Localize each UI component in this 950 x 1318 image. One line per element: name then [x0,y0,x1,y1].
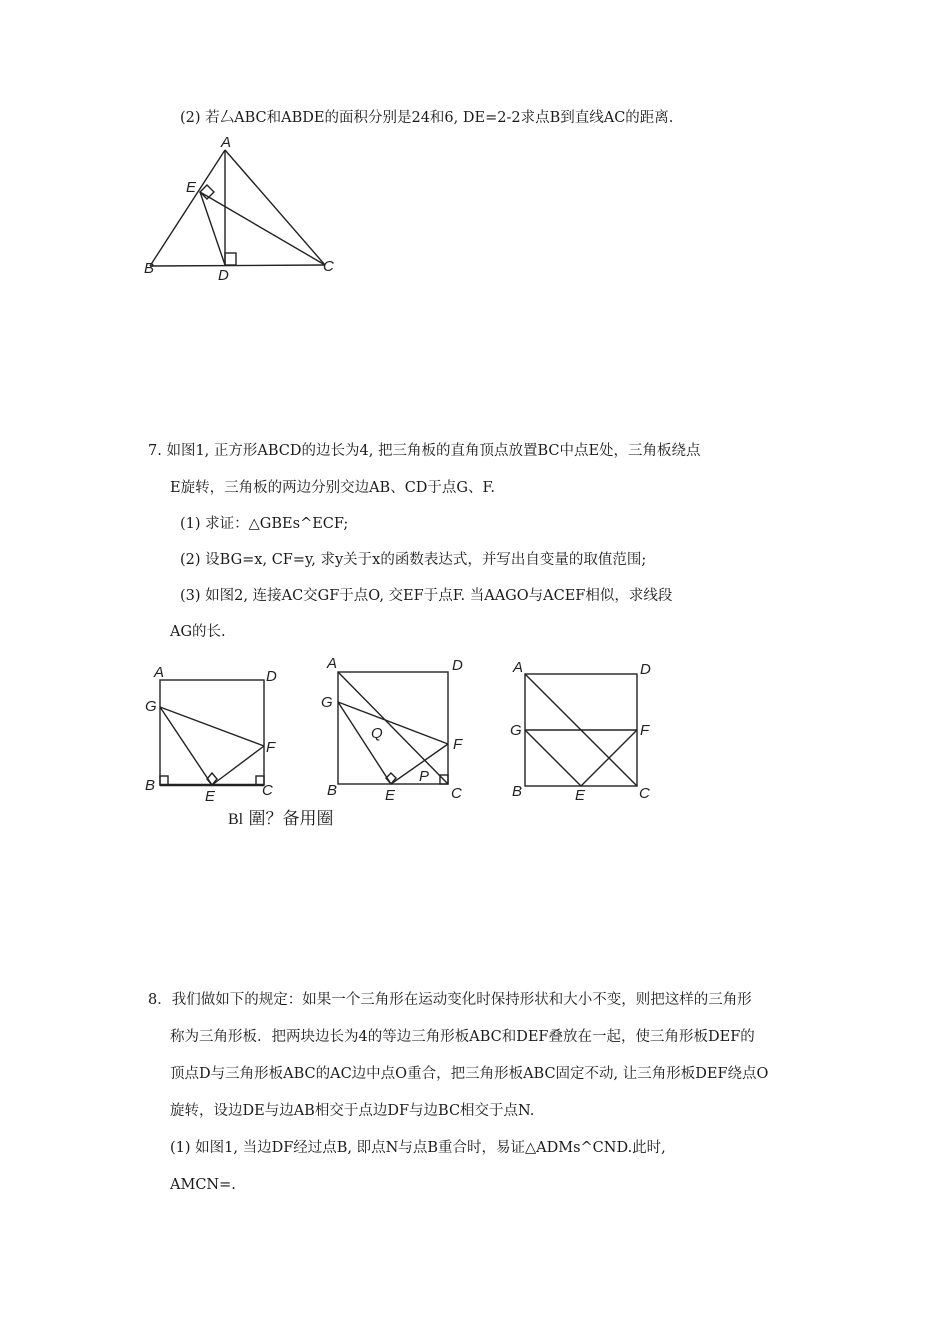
square-figure-3 [500,652,660,802]
sq2-label-A: A [327,655,338,672]
label-D: D [218,267,229,284]
q8-part1-cont: AMCN=. [170,1177,236,1193]
q7-part1: (1) 求证：△GBEs^ECF; [180,516,349,532]
sq2-label-D: D [452,657,463,674]
label-A: A [221,135,232,151]
q8-line4: 旋转，设边DE与边AB相交于点边DF与边BC相交于点N. [170,1103,535,1119]
caption-text: 圍？备用圈 [248,809,334,829]
label-C: C [323,258,334,275]
q7-line2: E旋转，三角板的两边分别交边AB、CD于点G、F. [170,480,495,496]
sq1-label-B: B [145,777,156,794]
triangle-figure [140,135,340,285]
q8-part1: (1) 如图1, 当边DF经过点B, 即点N与点B重合时，易证△ADMs^CND.此时, [170,1140,666,1156]
label-B: B [144,260,155,277]
q6-part2-text: (2) 若厶ABC和ABDE的面积分别是24和6, DE=2-2求点B到直线AC的距离. [180,110,674,126]
q7-line1: 7. 如图1, 正方形ABCD的边长为4, 把三角板的直角顶点放置BC中点E处，三角板绕点 [148,443,701,459]
sq2-label-E: E [385,787,396,802]
caption-prefix: Bl [228,811,244,828]
sq1-label-E: E [205,788,216,805]
sq2-label-G: G [321,694,333,711]
square-figure-1 [140,655,290,805]
sq1-label-D: D [266,668,277,685]
sq2-label-Q: Q [371,725,383,742]
square-figure-2 [315,652,475,802]
sq1-label-G: G [145,698,157,715]
q8-line2: 称为三角形板．把两块边长为4的等边三角形板ABC和DEF叠放在一起，使三角形板DEF的 [170,1029,755,1045]
q7-part3-cont: AG的长. [170,624,226,640]
label-E: E [186,179,197,196]
sq2-label-B: B [327,782,338,799]
sq3-label-D: D [640,661,651,678]
sq2-label-F: F [453,736,463,753]
sq2-label-C: C [451,785,462,802]
q8-line1: 8．我们做如下的规定：如果一个三角形在运动变化时保持形状和大小不变，则把这样的三角形 [148,992,752,1008]
sq1-label-A: A [154,664,165,681]
sq3-label-G: G [510,722,522,739]
sq3-label-C: C [639,785,650,802]
sq3-label-E: E [575,787,586,802]
sq3-label-B: B [512,783,523,800]
sq1-label-C: C [262,782,273,799]
q7-part3: (3) 如图2, 连接AC交GF于点O, 交EF于点F. 当AAGO与ACEF相似，求线段 [180,588,673,604]
sq1-label-F: F [266,739,276,756]
figure-caption [228,804,334,829]
q8-line3: 顶点D与三角形板ABC的AC边中点O重合，把三角形板ABC固定不动, 让三角形板DEF绕点O [170,1066,769,1082]
sq3-label-F: F [640,722,650,739]
q7-part2: (2) 设BG=x, CF=y, 求y关于x的函数表达式，并写出自变量的取值范围; [180,552,647,568]
sq2-label-P: P [419,768,430,785]
sq3-label-A: A [513,659,524,676]
